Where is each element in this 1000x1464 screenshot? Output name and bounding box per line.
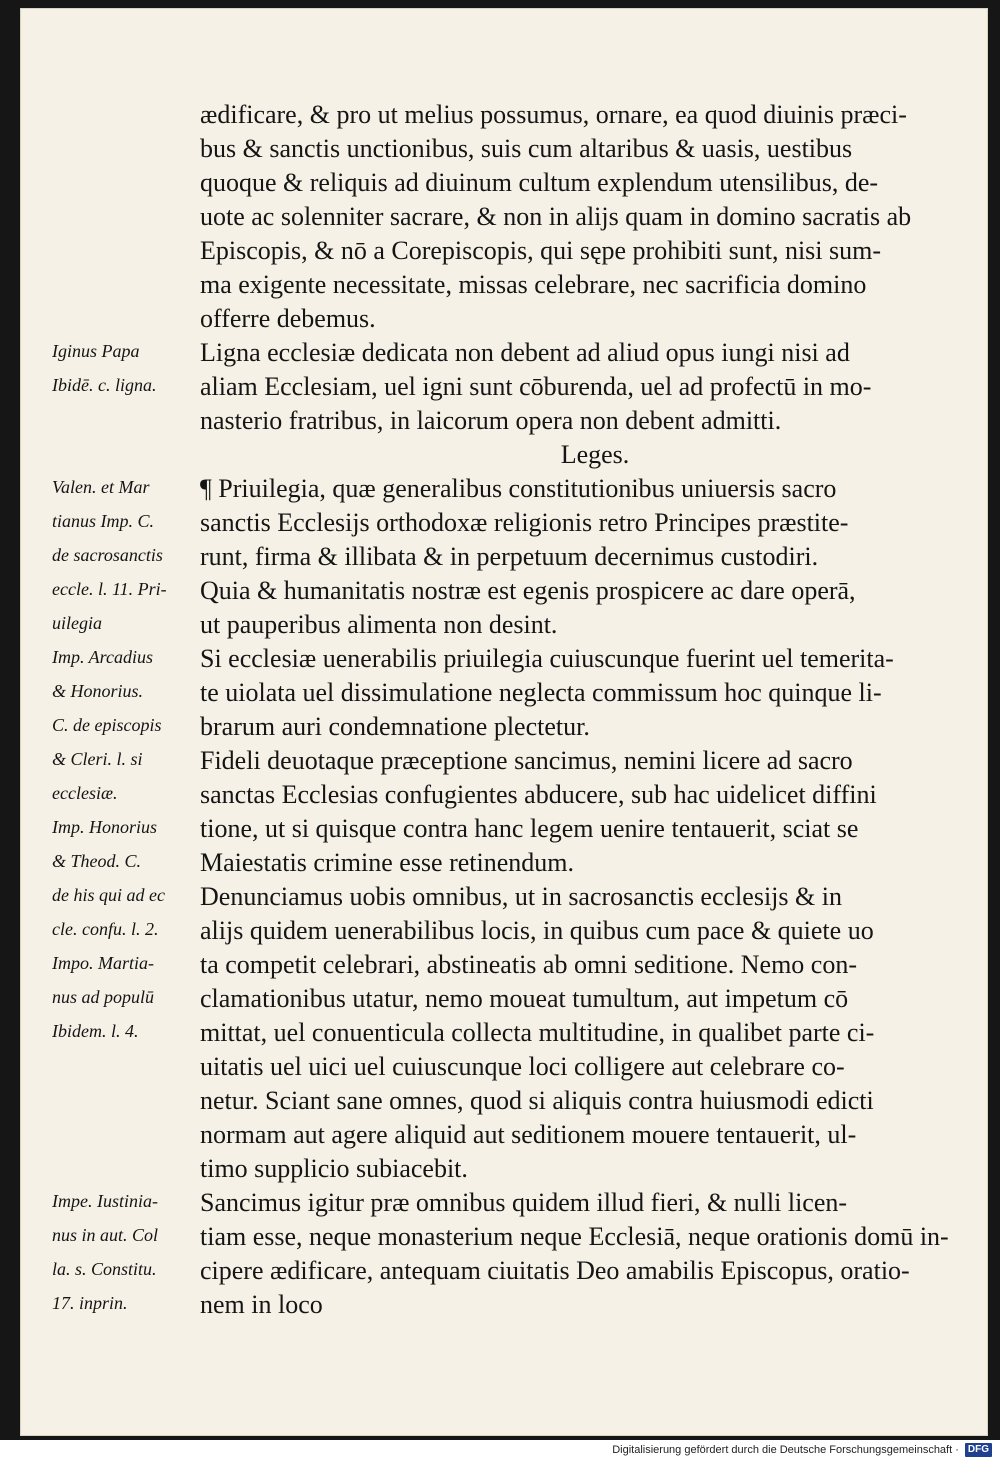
text-line: nem in loco — [200, 1290, 323, 1319]
text-line: brarum auri condemnatione plectetur. — [200, 712, 590, 741]
text-line: uote ac solenniter sacrare, & non in alijs quam in domino sacratis ab — [200, 202, 912, 231]
text-line: normam aut agere aliquid aut seditionem mouere tentauerit, ul- — [200, 1120, 857, 1149]
margin-note: Iginus Papa — [52, 341, 140, 361]
text-line: bus & sanctis unctionibus, suis cum altaribus & uasis, uestibus — [200, 134, 853, 163]
margin-note: C. de episcopis — [52, 715, 162, 735]
text-line: Denunciamus uobis omnibus, ut in sacrosanctis ecclesijs & in — [200, 882, 842, 911]
margin-note: & Theod. C. — [52, 851, 142, 871]
text-line: ædificare, & pro ut melius possumus, ornare, ea quod diuinis præci- — [200, 100, 907, 129]
margin-note: Ibidem. l. 4. — [52, 1021, 139, 1041]
text-line: te uiolata uel dissimulatione neglecta commissum hoc quinque li- — [200, 678, 882, 707]
margin-note: Valen. et Mar — [52, 477, 150, 497]
margin-note: la. s. Constitu. — [52, 1259, 157, 1279]
margin-note: uilegia — [52, 613, 102, 633]
text-line: Maiestatis crimine esse retinendum. — [200, 848, 575, 877]
body-text — [200, 98, 990, 1322]
margin-note: tianus Imp. C. — [52, 511, 155, 531]
page-footer — [612, 1443, 992, 1457]
text-line: Si ecclesiæ uenerabilis priuilegia cuiuscunque fuerint uel temerita- — [200, 644, 894, 673]
text-line: Leges. — [560, 440, 630, 469]
text-line: quoque & reliquis ad diuinum cultum explendum utensilibus, de- — [200, 168, 879, 197]
margin-note: 17. inprin. — [52, 1293, 128, 1313]
text-line: ¶ Priuilegia, quæ generalibus constitutionibus uniuersis sacro — [200, 474, 837, 503]
text-line: sanctas Ecclesias confugientes abducere, sub hac uidelicet diffini — [200, 780, 877, 809]
margin-note: nus ad populū — [52, 987, 155, 1007]
text-line: uitatis uel uici uel cuiuscunque loci colligere aut celebrare co- — [200, 1052, 845, 1081]
margin-note: Impo. Martia- — [52, 953, 154, 973]
text-line: tione, ut si quisque contra hanc legem uenire tentauerit, sciat se — [200, 814, 859, 843]
text-line: timo supplicio subiacebit. — [200, 1154, 468, 1183]
margin-note: ecclesiæ. — [52, 783, 118, 803]
text-line: Quia & humanitatis nostræ est egenis prospicere ac dare operā, — [200, 576, 856, 605]
text-line: mittat, uel conuenticula collecta multitudine, in qualibet parte ci- — [200, 1018, 875, 1047]
text-line: Fideli deuotaque præceptione sancimus, nemini licere ad sacro — [200, 746, 853, 775]
book-page — [20, 8, 988, 1436]
margin-note: Impe. Iustinia- — [52, 1191, 158, 1211]
footer-credit: Digitalisierung gefördert durch die Deutsche Forschungsgemeinschaft · — [612, 1444, 959, 1456]
text-line: runt, firma & illibata & in perpetuum decernimus custodiri. — [200, 542, 819, 571]
text-line: Sancimus igitur præ omnibus quidem illud fieri, & nulli licen- — [200, 1188, 848, 1217]
margin-note: eccle. l. 11. Pri- — [52, 579, 167, 599]
margin-note: & Cleri. l. si — [52, 749, 143, 769]
margin-note: nus in aut. Col — [52, 1225, 159, 1245]
margin-note: & Honorius. — [52, 681, 144, 701]
text-line: sanctis Ecclesijs orthodoxæ religionis retro Principes præstite- — [200, 508, 849, 537]
dfg-logo: DFG — [965, 1443, 992, 1457]
margin-note: Imp. Honorius — [52, 817, 158, 837]
text-line: offerre debemus. — [200, 304, 376, 333]
text-line: ut pauperibus alimenta non desint. — [200, 610, 558, 639]
text-line: clamationibus utatur, nemo moueat tumultum, aut impetum cō — [200, 984, 849, 1013]
text-line: alijs quidem uenerabilibus locis, in quibus cum pace & quiete uo — [200, 916, 874, 945]
margin-note: Ibidē. c. ligna. — [52, 375, 157, 395]
margin-note: de his qui ad ec — [52, 885, 165, 905]
text-line: tiam esse, neque monasterium neque Ecclesiā, neque orationis domū in- — [200, 1222, 949, 1251]
margin-note: Imp. Arcadius — [52, 647, 153, 667]
text-line: ta competit celebrari, abstineatis ab omni seditione. Nemo con- — [200, 950, 858, 979]
text-line: aliam Ecclesiam, uel igni sunt cōburenda, uel ad profectū in mo- — [200, 372, 872, 401]
margin-note: cle. confu. l. 2. — [52, 919, 159, 939]
text-line: netur. Sciant sane omnes, quod si aliquis contra huiusmodi edicti — [200, 1086, 874, 1115]
text-line: nasterio fratribus, in laicorum opera non debent admitti. — [200, 406, 782, 435]
margin-note: de sacrosanctis — [52, 545, 163, 565]
text-line: Ligna ecclesiæ dedicata non debent ad aliud opus iungi nisi ad — [200, 338, 850, 367]
text-line: cipere ædificare, antequam ciuitatis Deo amabilis Episcopus, oratio- — [200, 1256, 910, 1285]
text-line: ma exigente necessitate, missas celebrare, nec sacrificia domino — [200, 270, 867, 299]
text-line: Episcopis, & nō a Corepiscopis, qui sępe prohibiti sunt, nisi sum- — [200, 236, 882, 265]
